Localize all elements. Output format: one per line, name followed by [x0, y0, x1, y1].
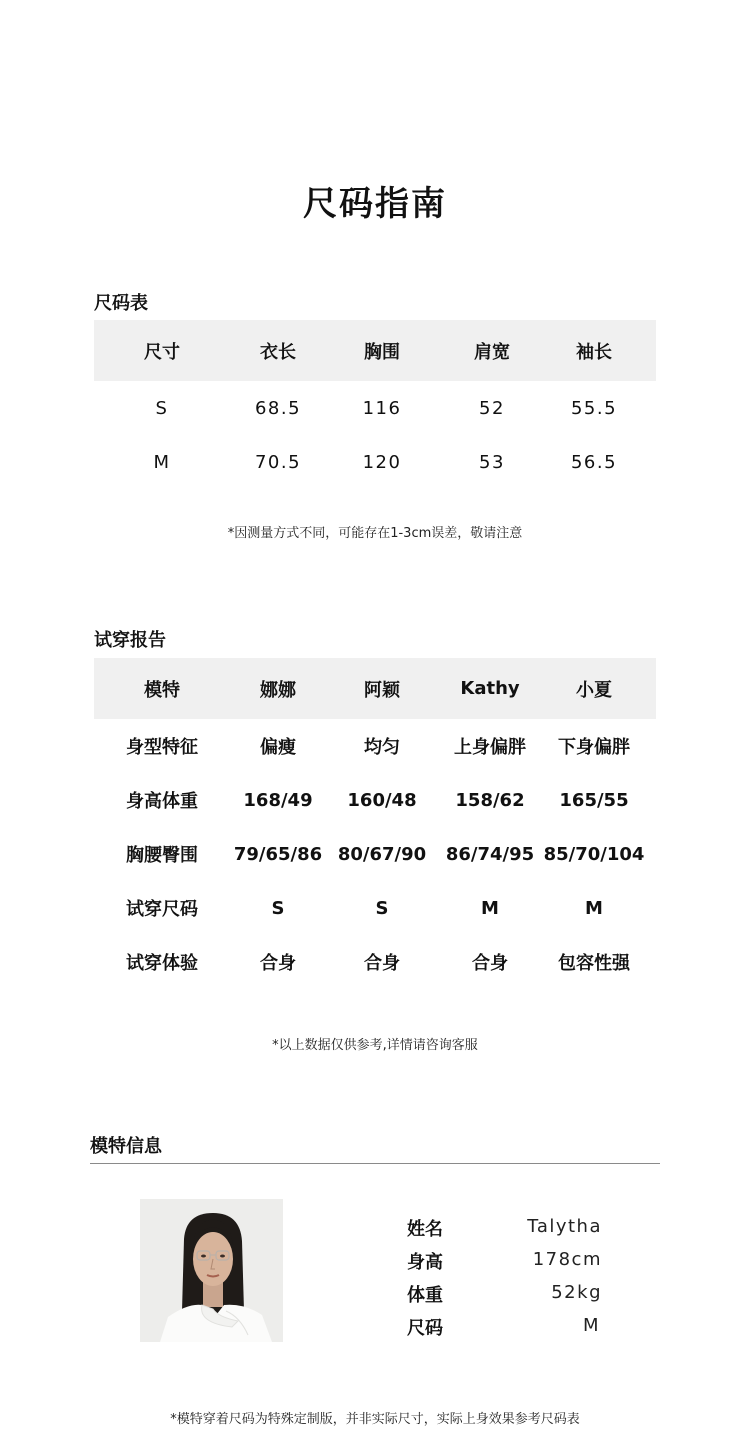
table-cell: M — [153, 451, 171, 473]
header-cell: 袖长 — [576, 341, 612, 363]
table-row — [94, 435, 656, 489]
size-table — [94, 320, 656, 489]
table-cell: 80/67/90 — [337, 843, 427, 865]
name-value: Talytha — [527, 1216, 602, 1237]
table-cell: 53 — [479, 451, 505, 473]
table-cell: 52 — [479, 397, 505, 419]
table-cell: 68.5 — [254, 397, 302, 419]
row-label: 身高体重 — [126, 791, 198, 812]
row-label: 试穿体验 — [126, 953, 198, 974]
table-cell: 均匀 — [364, 737, 400, 758]
height-value: 178cm — [532, 1249, 602, 1270]
row-label: 试穿尺码 — [126, 899, 198, 920]
tryon-table — [94, 658, 656, 989]
table-cell: 下身偏胖 — [558, 737, 630, 758]
header-cell: 肩宽 — [474, 341, 510, 363]
table-cell: M — [585, 897, 603, 919]
table-cell: 168/49 — [243, 789, 313, 811]
header-cell: 模特 — [144, 679, 180, 701]
table-cell: 56.5 — [570, 451, 618, 473]
header-cell: 尺寸 — [144, 341, 180, 363]
header-cell: 娜娜 — [260, 679, 296, 701]
header-cell: 胸围 — [364, 341, 400, 363]
model-photo — [140, 1199, 283, 1342]
table-cell: 85/70/104 — [543, 843, 645, 865]
table-cell: 86/74/95 — [445, 843, 535, 865]
size-value: M — [582, 1315, 600, 1336]
table-cell: 70.5 — [254, 451, 302, 473]
height-label: 身高 — [407, 1252, 443, 1273]
table-cell: S — [271, 897, 285, 919]
table-cell: 120 — [362, 451, 402, 473]
table-row — [94, 881, 656, 935]
table-cell: 合身 — [364, 953, 400, 974]
table-row — [94, 381, 656, 435]
model-size-note: *模特穿着尺码为特殊定制版，并非实际尺寸，实际上身效果参考尺码表 — [170, 1412, 580, 1427]
header-cell: 阿颖 — [364, 679, 400, 701]
table-cell: 包容性强 — [558, 953, 630, 974]
table-cell: 55.5 — [570, 397, 618, 419]
table-cell: 165/55 — [559, 789, 629, 811]
header-cell: 衣长 — [260, 341, 296, 363]
table-cell: 79/65/86 — [233, 843, 323, 865]
table-row — [94, 719, 656, 773]
weight-label: 体重 — [407, 1285, 443, 1306]
name-label: 姓名 — [407, 1219, 443, 1240]
table-cell: M — [481, 897, 499, 919]
table-row — [94, 773, 656, 827]
header-cell: Kathy — [460, 678, 520, 699]
row-label: 身型特征 — [126, 737, 198, 758]
tryon-table-header — [94, 658, 656, 719]
table-cell: 160/48 — [347, 789, 417, 811]
table-cell: 合身 — [472, 953, 508, 974]
size-table-note: *因测量方式不同，可能存在1-3cm误差，敬请注意 — [227, 526, 523, 541]
section-divider — [90, 1163, 660, 1164]
header-cell: 小夏 — [576, 679, 612, 701]
model-info-label: 模特信息 — [90, 1136, 162, 1157]
table-cell: 158/62 — [455, 789, 525, 811]
tryon-report-label: 试穿报告 — [94, 630, 166, 651]
size-table-label: 尺码表 — [94, 293, 148, 314]
page-title: 尺码指南 — [303, 184, 447, 224]
table-row — [94, 935, 656, 989]
size-table-header — [94, 320, 656, 381]
size-label: 尺码 — [407, 1318, 443, 1339]
table-cell: 116 — [362, 397, 402, 419]
table-row — [94, 827, 656, 881]
weight-value: 52kg — [551, 1282, 602, 1303]
table-cell: S — [375, 897, 389, 919]
table-cell: 上身偏胖 — [454, 737, 526, 758]
table-cell: 偏瘦 — [260, 737, 296, 758]
row-label: 胸腰臀围 — [126, 845, 198, 866]
table-cell: S — [155, 397, 169, 419]
tryon-report-note: *以上数据仅供参考,详情请咨询客服 — [272, 1038, 478, 1053]
table-cell: 合身 — [260, 953, 296, 974]
